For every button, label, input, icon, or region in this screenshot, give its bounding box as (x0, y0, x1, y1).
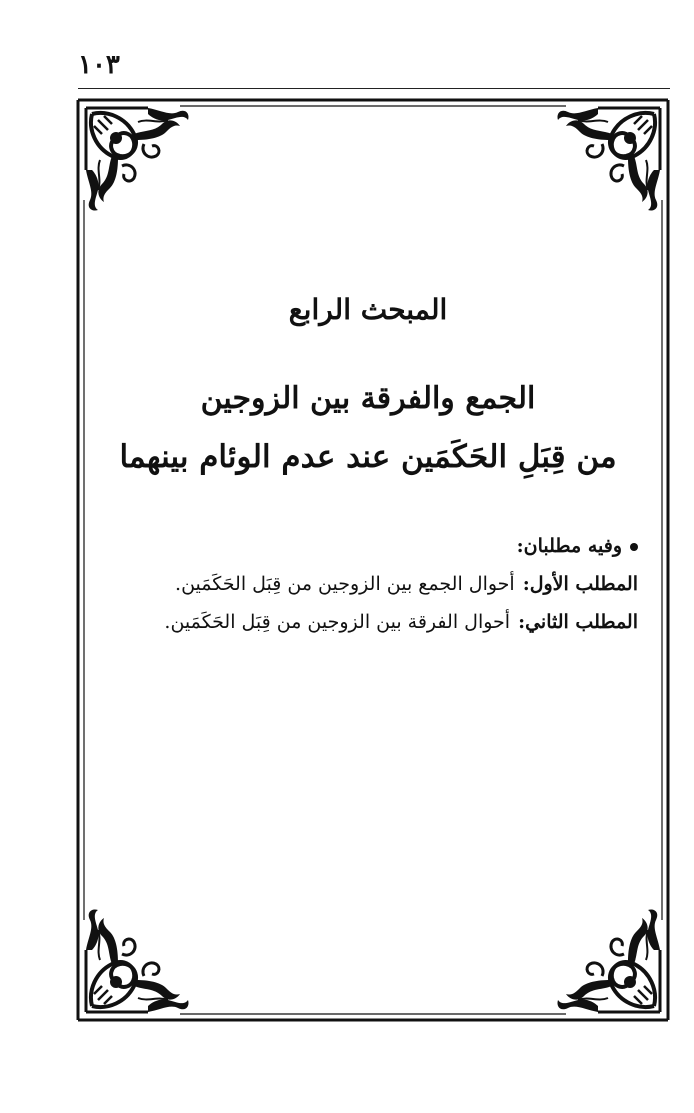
corner-ornament-icon (86, 108, 189, 211)
frame-border (78, 100, 668, 1020)
bullet-icon (630, 543, 638, 551)
main-title-line-1: الجمع والفرقة بين الزوجين (200, 381, 536, 416)
requirement-text: أحوال الجمع بين الزوجين من قِبَل الحَكَمَين. (175, 573, 515, 595)
corner-ornament-icon (86, 909, 189, 1012)
corner-ornament-icon (557, 909, 660, 1012)
corner-ornament-icon (557, 108, 660, 211)
requirement-row (164, 608, 638, 636)
section-title: المبحث الرابع (288, 293, 448, 326)
requirement-row (175, 570, 638, 598)
requirement-text: أحوال الفرقة بين الزوجين من قِبَل الحَكَمَين. (164, 611, 511, 633)
requirement-label: المطلب الثاني: (518, 611, 638, 633)
page-number: ١٠٣ (78, 50, 120, 80)
requirement-label: المطلب الأول: (522, 573, 638, 595)
intro-text: وفيه مطلبان: (516, 535, 622, 557)
intro-line (517, 532, 638, 560)
main-title-line-2: من قِبَلِ الحَكَمَين عند عدم الوئام بينهما (119, 439, 617, 475)
